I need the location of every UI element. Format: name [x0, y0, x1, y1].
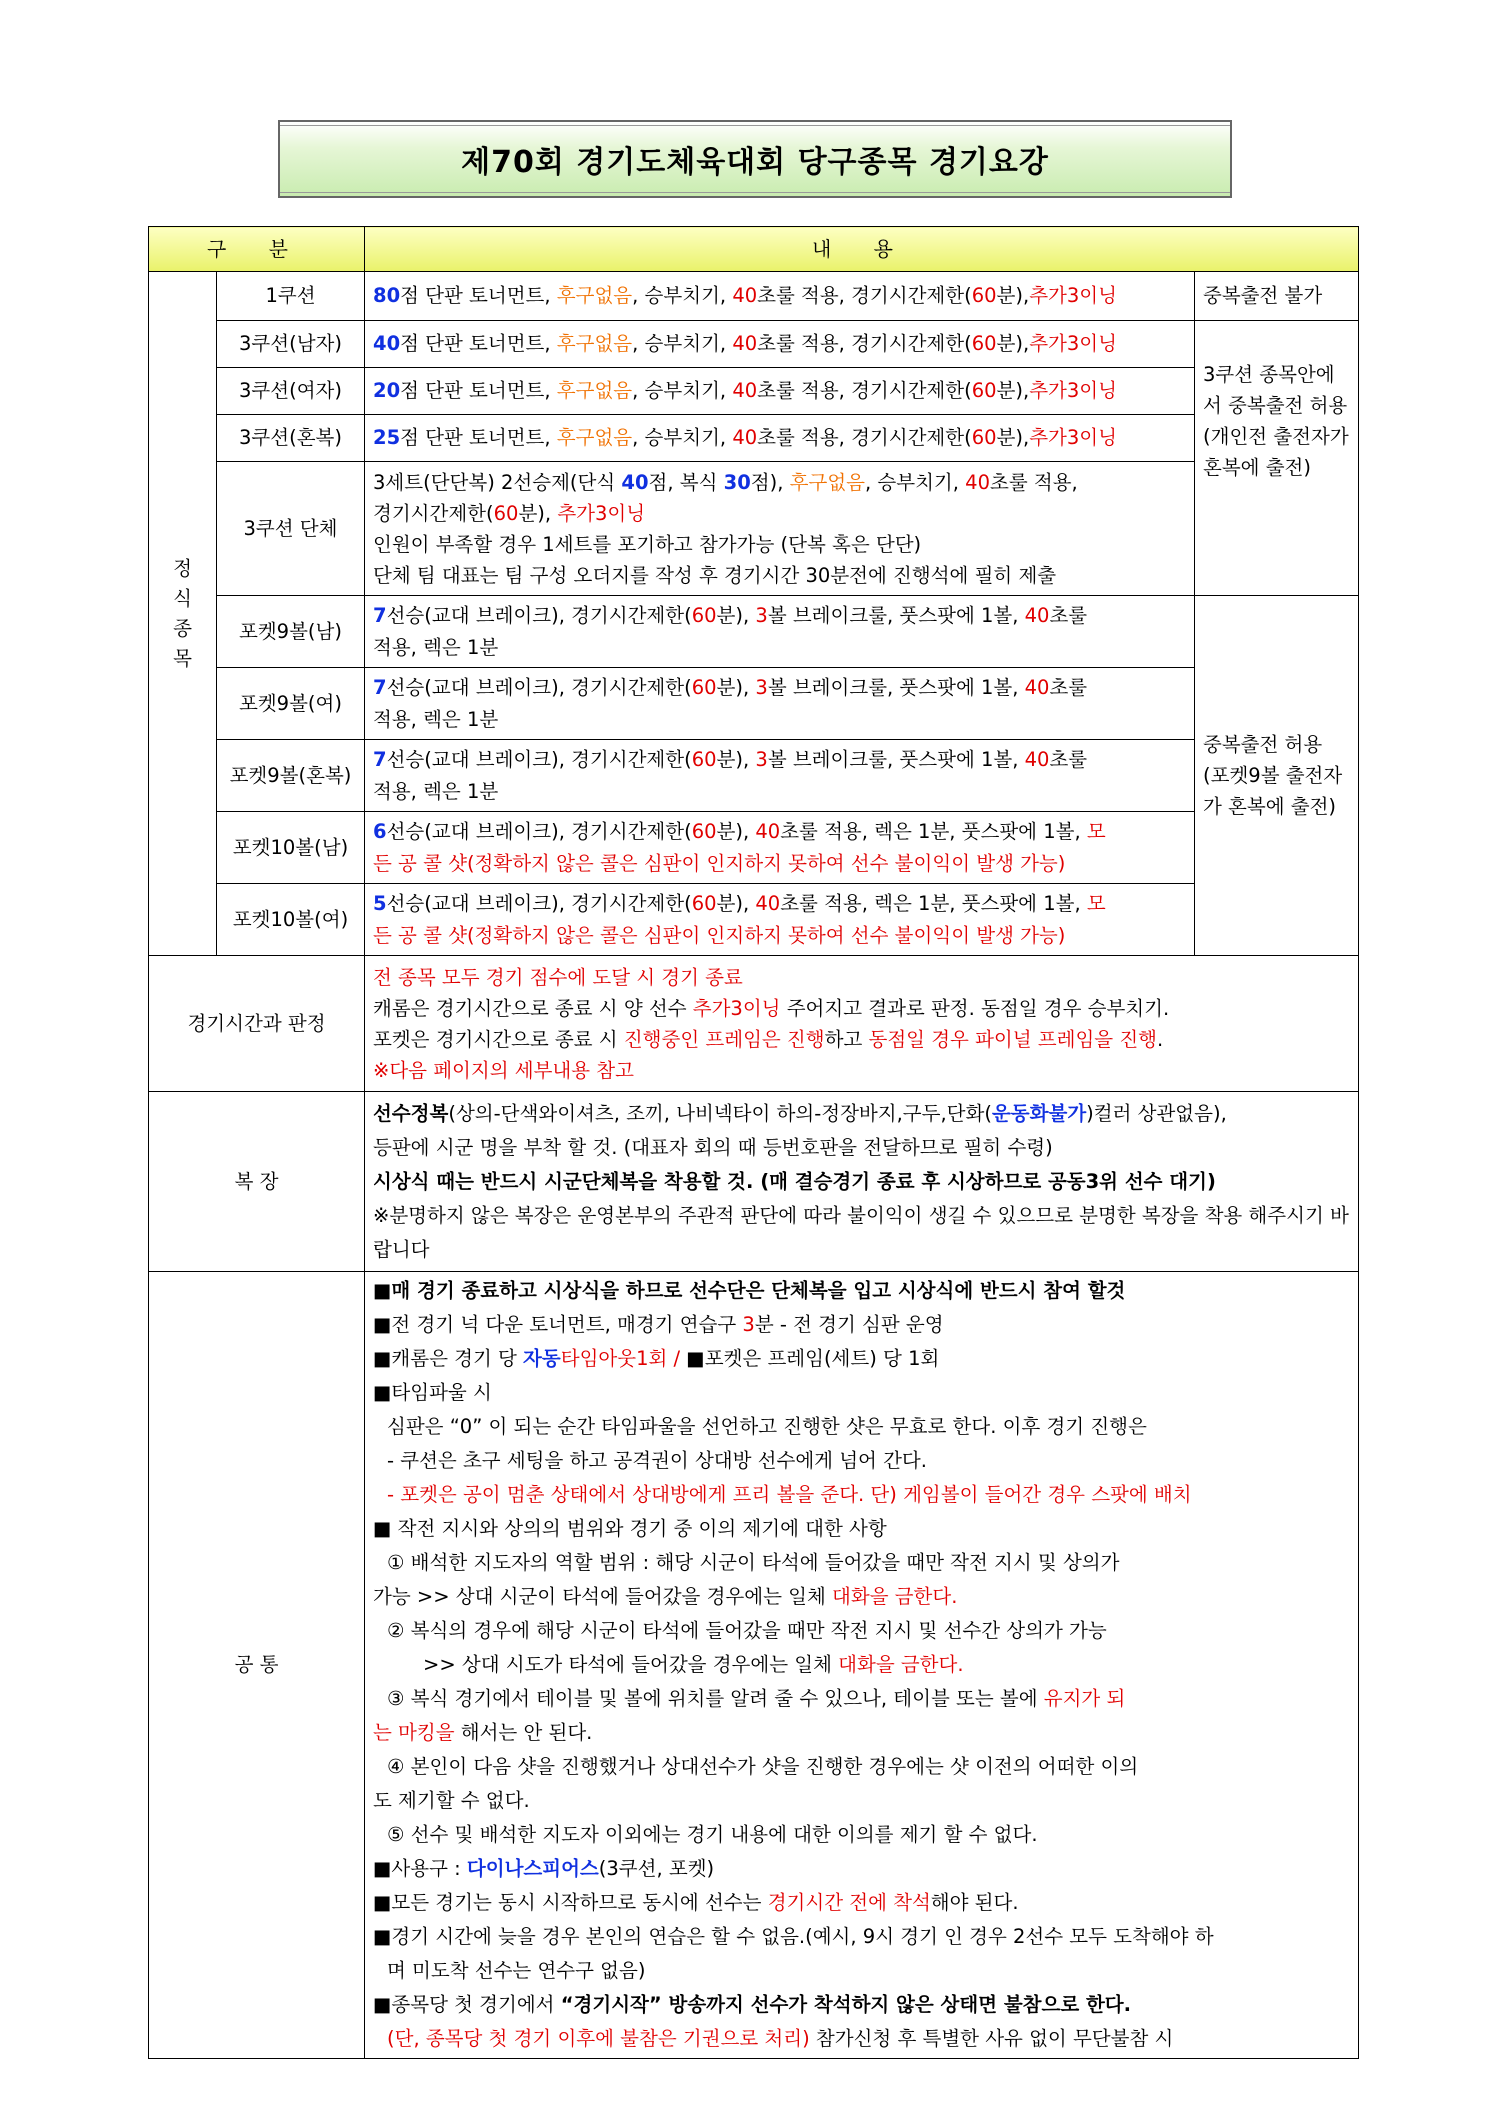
- event-rule: 25점 단판 토너먼트, 후구없음, 승부치기, 40초룰 적용, 경기시간제한(60분),추가3이닝: [365, 415, 1195, 462]
- common-line: ■모든 경기는 동시 시작하므로 동시에 선수는 경기시간 전에 착석해야 된다.: [373, 1891, 1019, 1914]
- common-line: 도 제기할 수 없다.: [373, 1789, 530, 1812]
- common-line: 는 마킹을 해서는 안 된다.: [373, 1721, 593, 1744]
- time-judge-line4: ※다음 페이지의 세부내용 참고: [373, 1058, 634, 1082]
- section-official-label: [149, 272, 217, 956]
- event-name: 포켓9볼(남): [217, 596, 365, 668]
- common-line: ⑤ 선수 및 배석한 지도자 이외에는 경기 내용에 대한 이의를 제기 할 수 없다.: [387, 1823, 1038, 1846]
- table-row: [149, 415, 1359, 462]
- common-line: ■매 경기 종료하고 시상식을 하므로 선수단은 단체복을 입고 시상식에 반드시 참여 할것: [373, 1279, 1126, 1302]
- attire-line1: 선수정복(상의-단색와이셔츠, 조끼, 나비넥타이 하의-정장바지,구두,단화(운동화불가)컬러 상관없음),: [373, 1101, 1227, 1125]
- team-rule-line4: 단체 팀 대표는 팀 구성 오더지를 작성 후 경기시간 30분전에 진행석에 필히 제출: [373, 563, 1057, 587]
- event-rule: 80점 단판 토너먼트, 후구없음, 승부치기, 40초룰 적용, 경기시간제한(60분),추가3이닝: [365, 272, 1195, 321]
- table-row: [149, 272, 1359, 321]
- time-judge-line3: 포켓은 경기시간으로 종료 시 진행중인 프레임은 진행하고 동점일 경우 파이널 프레임을 진행.: [373, 1027, 1164, 1051]
- common-line: 며 미도착 선수는 연수구 없음): [387, 1959, 646, 1982]
- rules-table: [148, 226, 1359, 2059]
- event-rule: 7선승(교대 브레이크), 경기시간제한(60분), 3볼 브레이크룰, 풋스팟에 1볼, 40초룰 적용, 렉은 1분: [365, 668, 1195, 740]
- title-banner: [278, 120, 1232, 198]
- attire-line4: ※분명하지 않은 복장은 운영본부의 주관적 판단에 따라 불이익이 생길 수 있으므로 분명한 복장을 착용 해주시기 바랍니다: [373, 1203, 1349, 1261]
- event-name: 포켓9볼(여): [217, 668, 365, 740]
- common-line: 심판은 “0” 이 되는 순간 타임파울을 선언하고 진행한 샷은 무효로 한다. 이후 경기 진행은: [387, 1415, 1147, 1438]
- attire-line2: 등판에 시군 명을 부착 할 것. (대표자 회의 때 등번호판을 전달하므로 필히 수령): [373, 1135, 1053, 1159]
- team-rule-line1: 3세트(단단복) 2선승제(단식 40점, 복식 30점), 후구없음, 승부치기, 40초룰 적용,: [373, 470, 1078, 494]
- common-line: ■종목당 첫 경기에서 “경기시작” 방송까지 선수가 착석하지 않은 상태면 불참으로 한다.: [373, 1993, 1132, 2016]
- common-line: 가능 >> 상대 시군이 타석에 들어갔을 경우에는 일체 대화을 금한다.: [373, 1585, 958, 1608]
- event-name: 1쿠션: [217, 272, 365, 321]
- common-line: ■ 작전 지시와 상의의 범위와 경기 중 이의 제기에 대한 사항: [373, 1517, 887, 1540]
- event-rule: 7선승(교대 브레이크), 경기시간제한(60분), 3볼 브레이크룰, 풋스팟에 1볼, 40초룰 적용, 렉은 1분: [365, 596, 1195, 668]
- common-line: ① 배석한 지도자의 역할 범위 : 해당 시군이 타석에 들어갔을 때만 작전 지시 및 상의가: [387, 1551, 1120, 1574]
- event-rule: 6선승(교대 브레이크), 경기시간제한(60분), 40초룰 적용, 렉은 1분, 풋스팟에 1볼, 모 든 공 콜 샷(정확하지 않은 콜은 심판이 인지하지 못하여 선수 불이익이 발생 가능): [365, 812, 1195, 884]
- event-name: 3쿠션(혼복): [217, 415, 365, 462]
- table-row: [149, 1272, 1359, 2059]
- event-name: 포켓10볼(남): [217, 812, 365, 884]
- team-rule-line3: 인원이 부족할 경우 1세트를 포기하고 참가가능 (단복 혹은 단단): [373, 532, 922, 556]
- common-label: 공 통: [149, 1272, 365, 2059]
- page-title: 제70회 경기도체육대회 당구종목 경기요강: [461, 145, 1049, 180]
- event-name: 3쿠션(여자): [217, 368, 365, 415]
- common-line: ■사용구 : 다이나스피어스(3쿠션, 포켓): [373, 1857, 715, 1880]
- attire-line3: 시상식 때는 반드시 시군단체복을 착용할 것. (매 결승경기 종료 후 시상하므로 공동3위 선수 대기): [373, 1169, 1216, 1193]
- common-line: >> 상대 시도가 타석에 들어갔을 경우에는 일체 대화을 금한다.: [423, 1653, 964, 1676]
- common-line: (단, 종목당 첫 경기 이후에 불참은 기권으로 처리) 참가신청 후 특별한 사유 없이 무단불참 시: [387, 2027, 1174, 2050]
- table-row: [149, 321, 1359, 368]
- common-line: - 쿠션은 초구 세팅을 하고 공격권이 상대방 선수에게 넘어 간다.: [387, 1449, 927, 1472]
- table-row: [149, 812, 1359, 884]
- attire-content: [365, 1092, 1359, 1272]
- table-row: [149, 668, 1359, 740]
- section-official-text: 정 식 종 목: [173, 556, 192, 670]
- event-name: 포켓9볼(혼복): [217, 740, 365, 812]
- event-rule: [365, 462, 1195, 596]
- header-category: 구 분: [149, 227, 365, 272]
- event-rule: 40점 단판 토너먼트, 후구없음, 승부치기, 40초룰 적용, 경기시간제한(60분),추가3이닝: [365, 321, 1195, 368]
- event-name: 3쿠션 단체: [217, 462, 365, 596]
- event-rule: 20점 단판 토너먼트, 후구없음, 승부치기, 40초룰 적용, 경기시간제한(60분),추가3이닝: [365, 368, 1195, 415]
- common-line: ■캐롬은 경기 당 자동타임아웃1회 / ■포켓은 프레임(세트) 당 1회: [373, 1347, 940, 1370]
- note-no-double: 중복출전 불가: [1195, 272, 1359, 321]
- common-line: - 포켓은 공이 멈춘 상태에서 상대방에게 프리 볼을 준다. 단) 게임볼이 들어간 경우 스팟에 배치: [387, 1483, 1192, 1506]
- team-rule-line2: 경기시간제한(60분), 추가3이닝: [373, 501, 646, 525]
- header-content: 내 용: [365, 227, 1359, 272]
- table-row: [149, 462, 1359, 596]
- event-rule: 5선승(교대 브레이크), 경기시간제한(60분), 40초룰 적용, 렉은 1분, 풋스팟에 1볼, 모 든 공 콜 샷(정확하지 않은 콜은 심판이 인지하지 못하여 선수 불이익이 발생 가능): [365, 884, 1195, 956]
- event-name: 3쿠션(남자): [217, 321, 365, 368]
- note-3cushion-double: 3쿠션 종목안에서 중복출전 허용 (개인전 출전자가 혼복에 출전): [1195, 321, 1359, 596]
- table-header: [149, 227, 1359, 272]
- table-row: [149, 596, 1359, 668]
- event-rule: 7선승(교대 브레이크), 경기시간제한(60분), 3볼 브레이크룰, 풋스팟에 1볼, 40초룰 적용, 렉은 1분: [365, 740, 1195, 812]
- table-row: [149, 1092, 1359, 1272]
- time-judge-line2: 캐롬은 경기시간으로 종료 시 양 선수 추가3이닝 주어지고 결과로 판정. 동점일 경우 승부치기.: [373, 996, 1170, 1020]
- time-judge-label: 경기시간과 판정: [149, 956, 365, 1092]
- common-line: ■전 경기 넉 다운 토너먼트, 매경기 연습구 3분 - 전 경기 심판 운영: [373, 1313, 944, 1336]
- common-line: ■경기 시간에 늦을 경우 본인의 연습은 할 수 없음.(예시, 9시 경기 인 경우 2선수 모두 도착해야 하: [373, 1925, 1214, 1948]
- common-line: ■타임파울 시: [373, 1381, 492, 1404]
- event-name: 포켓10볼(여): [217, 884, 365, 956]
- common-content: [365, 1272, 1359, 2059]
- table-row: [149, 956, 1359, 1092]
- time-judge-line1: 전 종목 모두 경기 점수에 도달 시 경기 종료: [373, 965, 743, 989]
- common-line: ③ 복식 경기에서 테이블 및 볼에 위치를 알려 줄 수 있으나, 테이블 또는 볼에 유지가 되: [387, 1687, 1126, 1710]
- time-judge-content: [365, 956, 1359, 1092]
- common-line: ② 복식의 경우에 해당 시군이 타석에 들어갔을 때만 작전 지시 및 선수간 상의가 가능: [387, 1619, 1107, 1642]
- common-line: ④ 본인이 다음 샷을 진행했거나 상대선수가 샷을 진행한 경우에는 샷 이전의 어떠한 이의: [387, 1755, 1139, 1778]
- table-row: [149, 368, 1359, 415]
- attire-label: 복 장: [149, 1092, 365, 1272]
- note-pocket-double: 중복출전 허용 (포켓9볼 출전자가 혼복에 출전): [1195, 596, 1359, 956]
- table-row: [149, 740, 1359, 812]
- table-row: [149, 884, 1359, 956]
